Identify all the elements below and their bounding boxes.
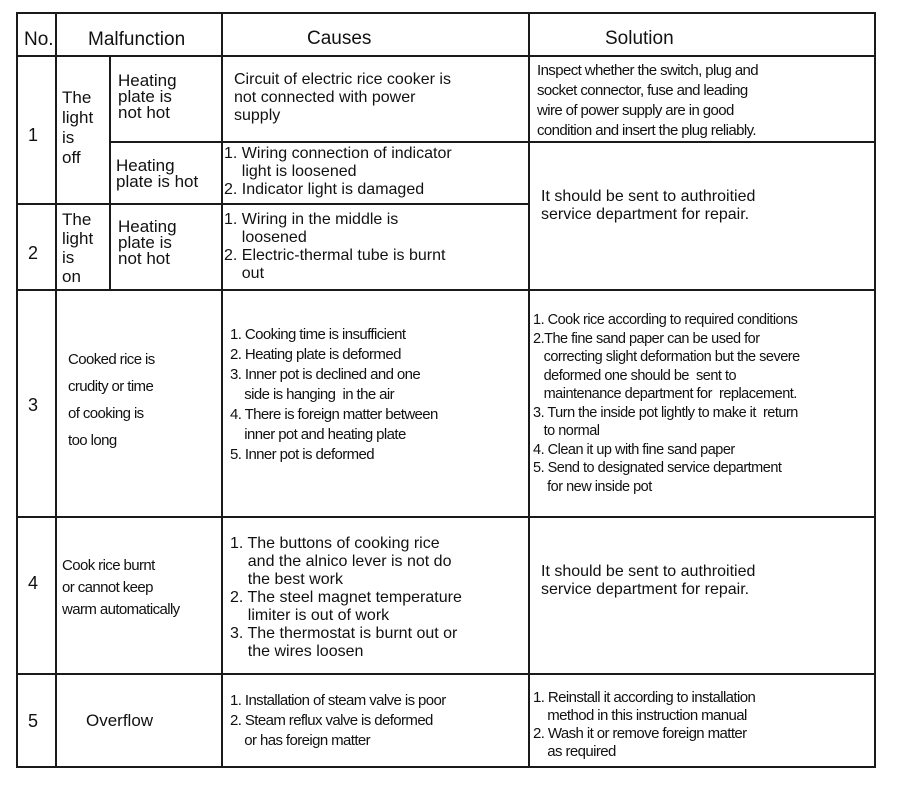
row-4-causes: 1. The buttons of cooking rice and the alnico lever is not do the best work 2. The steel magnet temperature limiter is out of work 3. The thermostat is burnt out or the wires loosen bbox=[230, 535, 462, 660]
row-2-number: 2 bbox=[28, 243, 39, 263]
rule-group bbox=[109, 55, 111, 291]
row-5-number: 5 bbox=[28, 711, 39, 731]
header-no: No. bbox=[24, 29, 54, 50]
rule-row4-bottom bbox=[16, 673, 876, 675]
header-solution: Solution bbox=[605, 28, 674, 49]
row-3-malfunction: Cooked rice is crudity or time of cooking is too long bbox=[68, 351, 155, 449]
rule-header-bottom bbox=[16, 55, 876, 57]
row-4-solution: It should be sent to authroitied service department for repair. bbox=[541, 563, 756, 598]
row-3-number: 3 bbox=[28, 395, 39, 415]
row-4-number: 4 bbox=[28, 573, 39, 593]
row-3-causes: 1. Cooking time is insufficient 2. Heating plate is deformed 3. Inner pot is declined and one side is hanging in the air 4. There is foreign matter between inner pot and heating plate 5. Inner pot is deformed bbox=[230, 326, 438, 463]
rule-row1-bottom bbox=[16, 203, 530, 205]
row-1-solution: Inspect whether the switch, plug and socket connector, fuse and leading wire of power supply are in good condition and insert the plug reliably. bbox=[537, 62, 759, 139]
header-causes: Causes bbox=[307, 28, 372, 49]
row-1-causes-a: Circuit of electric rice cooker is not connected with power supply bbox=[234, 71, 451, 124]
header-malfunction: Malfunction bbox=[88, 29, 186, 50]
row-2-condition: Heating plate is not hot bbox=[118, 217, 177, 268]
row-1-group: The light is off bbox=[62, 88, 94, 167]
shared-solution-repair: It should be sent to authroitied service department for repair. bbox=[541, 188, 756, 223]
rule-malfunction bbox=[221, 12, 223, 768]
rule-row2-bottom bbox=[16, 289, 876, 291]
row-3-solution: 1. Cook rice according to required conditions 2.The fine sand paper can be used for correcting slight deformation but the severe deformed one should be sent to maintenance department for replacement. 3. Turn the inside pot lightly to make it return to normal 4. Clean it up with fine sand paper 5. Send to designated service department for new inside pot bbox=[533, 312, 800, 495]
rule-bottom bbox=[16, 766, 876, 768]
rule-right bbox=[874, 12, 876, 768]
row-4-malfunction: Cook rice burnt or cannot keep warm automatically bbox=[62, 557, 180, 618]
rule-row3-bottom bbox=[16, 516, 876, 518]
row-2-causes: 1. Wiring in the middle is loosened 2. Electric-thermal tube is burnt out bbox=[224, 211, 446, 282]
row-5-causes: 1. Installation of steam valve is poor 2. Steam reflux valve is deformed or has foreign matter bbox=[230, 692, 446, 749]
rule-row1-sub bbox=[109, 141, 876, 143]
row-5-solution: 1. Reinstall it according to installation method in this instruction manual 2. Wash it or remove foreign matter as required bbox=[533, 689, 756, 760]
rule-causes bbox=[528, 12, 530, 768]
row-1-number: 1 bbox=[28, 125, 39, 145]
row-5-malfunction: Overflow bbox=[86, 711, 154, 730]
row-1-condition-a: Heating plate is not hot bbox=[118, 71, 177, 122]
row-2-group: The light is on bbox=[62, 210, 94, 286]
row-1-condition-b: Heating plate is hot bbox=[116, 156, 199, 191]
row-1-causes-b: 1. Wiring connection of indicator light is loosened 2. Indicator light is damaged bbox=[224, 145, 452, 198]
rule-top bbox=[16, 12, 876, 14]
rule-no bbox=[55, 12, 57, 768]
rule-left bbox=[16, 12, 18, 768]
